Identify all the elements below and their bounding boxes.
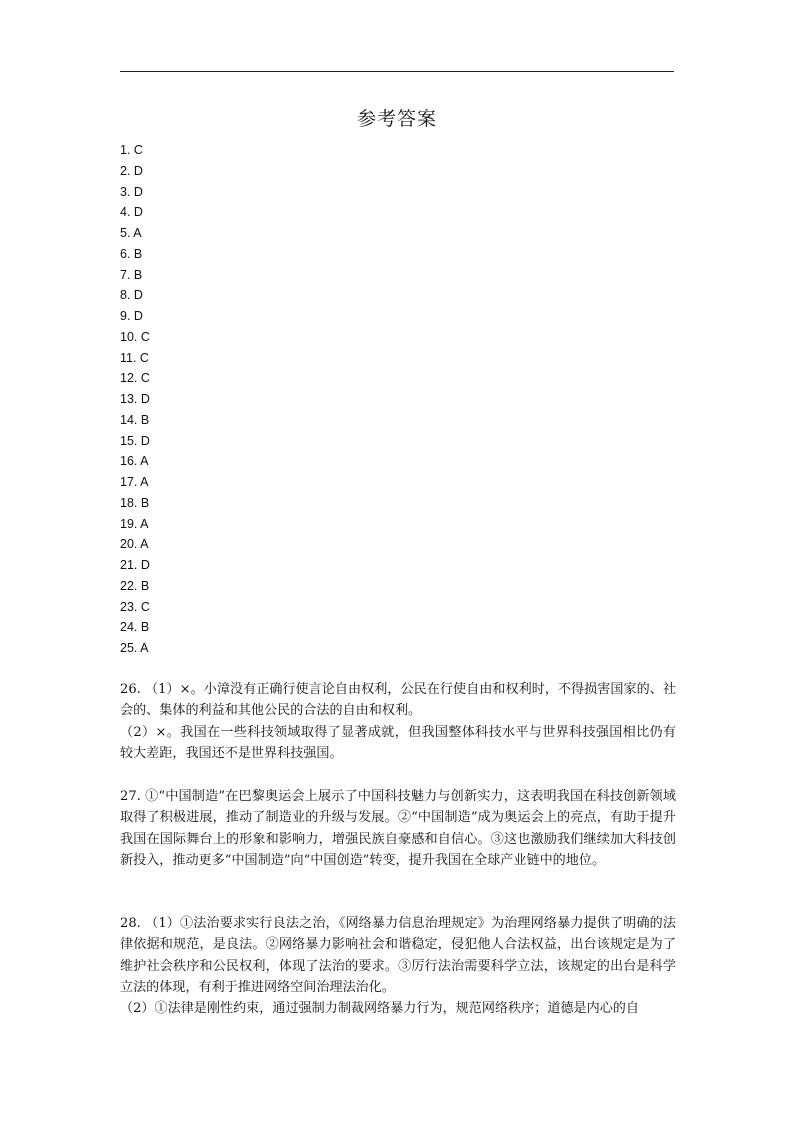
answer-item: 22. B — [120, 578, 150, 593]
answer-item: 16. A — [120, 454, 149, 469]
q28-part2: （2）①法律是刚性约束，通过强制力制裁网络暴力行为，规范网络秩序；道德是内心的自 — [120, 1001, 639, 1017]
answer-item: 11. C — [120, 350, 149, 365]
answer-item: 13. D — [120, 392, 150, 406]
question-26 — [120, 679, 676, 764]
answer-item: 6. B — [120, 246, 143, 261]
answer-item: 17. A — [120, 475, 149, 489]
answer-item: 15. D — [120, 433, 150, 448]
answer-item: 8. D — [120, 288, 143, 303]
answer-item: 3. D — [120, 184, 143, 199]
header-rule — [120, 71, 674, 72]
q26-part2: （2）×。我国在一些科技领域取得了显著成就，但我国整体科技水平与世界科技强国相比仍有较大差距，我国还不是世界科技强国。 — [120, 724, 676, 761]
answer-item: 2. D — [120, 163, 143, 178]
q27-text: 27. ①“中国制造”在巴黎奥运会上展示了中国科技魅力与创新实力，这表明我国在科技创新领域取得了积极进展，推动了制造业的升级与发展。②“中国制造”成为奥运会上的亮点，有助于提升我国在国际舞台上的形象和影响力，增强民族自豪感和自信心。③这也激励我们继续加大科技创新投入，推动更多“中国制造”向“中国创造”转变，提升我国在全球产业链中的地位。 — [120, 789, 676, 868]
q28-part1: 28. （1）①法治要求实行良法之治，《网络暴力信息治理规定》为治理网络暴力提供了明确的法律依据和规范，是良法。②网络暴力影响社会和谐稳定，侵犯他人合法权益，出台该规定是为了维护社会秩序和公民权利，体现了法治的要求。③厉行法治需要科学立法，该规定的出台是科学立法的体现，有利于推进网络空间治理法治化。 — [120, 916, 676, 995]
answer-item: 19. A — [120, 516, 149, 531]
answer-item: 14. B — [120, 412, 150, 427]
q26-part1: 26. （1）×。小漳没有正确行使言论自由权利，公民在行使自由和权利时，不得损害国家的、社会的、集体的利益和其他公民的合法的自由和权利。 — [120, 682, 676, 719]
answer-list — [120, 140, 150, 659]
answer-item: 12. C — [120, 371, 150, 386]
answer-item: 1. C — [120, 143, 143, 157]
question-28 — [120, 913, 676, 1019]
answer-item: 7. B — [120, 267, 143, 282]
answer-item: 5. A — [120, 226, 142, 240]
answer-item: 25. A — [120, 641, 149, 655]
answer-item: 18. B — [120, 495, 150, 510]
question-27 — [120, 786, 676, 871]
answer-item: 20. A — [120, 537, 149, 552]
answer-item: 24. B — [120, 620, 150, 635]
answer-item: 9. D — [120, 309, 143, 323]
page-title: 参考答案 — [356, 108, 437, 130]
answer-item: 23. C — [120, 599, 150, 614]
answer-item: 10. C — [120, 329, 150, 344]
answer-item: 21. D — [120, 558, 150, 572]
answer-item: 4. D — [120, 205, 143, 220]
